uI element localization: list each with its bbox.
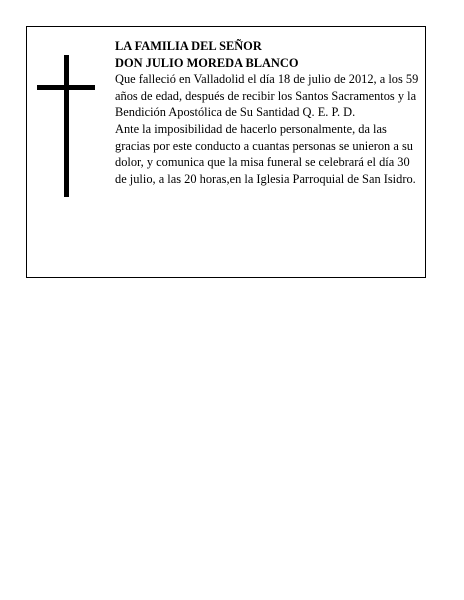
notice-heading-family: LA FAMILIA DEL SEÑOR bbox=[115, 39, 262, 53]
notice-death-paragraph: Que falleció en Valladolid el día 18 de julio de 2012, a los 59 años de edad, después de recibir los Santos Sacramentos y la Bendición Apostólica de Su Santidad Q. E. P. D. bbox=[115, 72, 419, 120]
obituary-notice bbox=[26, 26, 426, 278]
cross-vertical-bar bbox=[64, 55, 69, 197]
notice-text bbox=[115, 38, 421, 187]
notice-thanks-paragraph: Ante la imposibilidad de hacerlo personalmente, da las gracias por este conducto a cuantas personas se unieron a su dolor, y comunica que la misa funeral se celebrará el día 30 de julio, a las 20 horas,en la Iglesia Parroquial de San Isidro. bbox=[115, 121, 416, 186]
cross-horizontal-bar bbox=[37, 85, 95, 90]
latin-cross-icon bbox=[37, 55, 95, 197]
notice-heading-name: DON JULIO MOREDA BLANCO bbox=[115, 55, 299, 70]
